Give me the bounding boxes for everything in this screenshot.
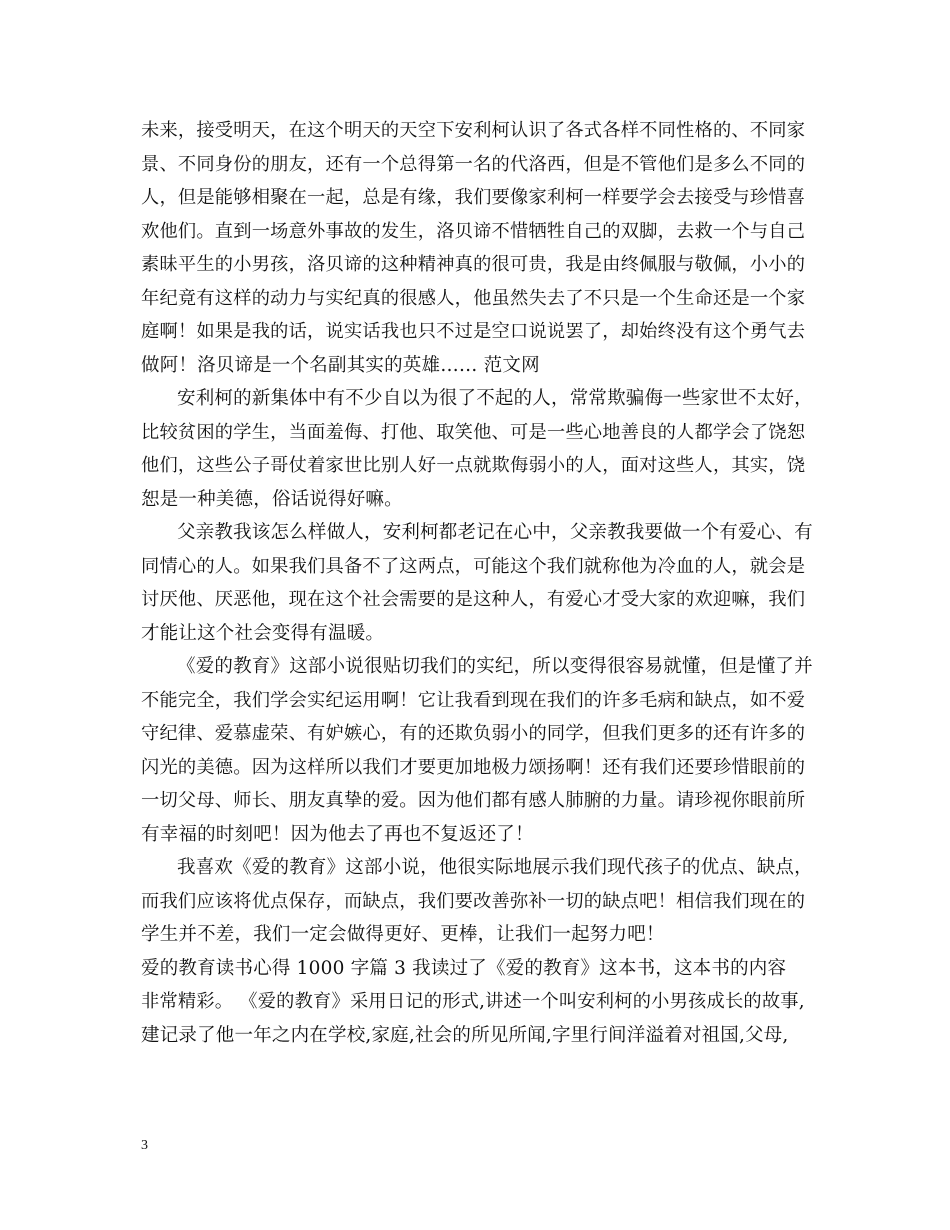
text-line: 讨厌他、厌恶他，现在这个社会需要的是这种人，有爱心才受大家的欢迎嘛，我们 [141,589,806,610]
text-line: 学生并不差，我们一定会做得更好、更棒，让我们一起努力吧！ [141,924,665,945]
text-line: 父亲教我该怎么样做人，安利柯都老记在心中，父亲教我要做一个有爱心、有 [177,522,813,543]
text-line: 守纪律、爱慕虚荣、有妒嫉心，有的还欺负弱小的同学，但我们更多的还有许多的 [141,723,806,744]
text-line: 闪光的美德。因为这样所以我们才要更加地极力颂扬啊！还有我们还要珍惜眼前的 [141,756,806,778]
text-line: 《爱的教育》这部小说很贴切我们的实纪，所以变得很容易就懂，但是懂了并 [177,656,813,677]
text-line: 一切父母、师长、朋友真挚的爱。因为他们都有感人肺腑的力量。请珍视你眼前所 [141,790,806,811]
text-line: 才能让这个社会变得有温暖。 [141,622,385,644]
text-line: 而我们应该将优点保存，而缺点，我们要改善弥补一切的缺点吧！相信我们现在的 [141,890,806,912]
text-line: 庭啊！如果是我的话，说实话我也只不过是空口说说罢了，却始终没有这个勇气去 [141,321,806,342]
text-line: 我喜欢《爱的教育》这部小说，他很实际地展示我们现代孩子的优点、缺点， [177,857,813,878]
text-line: 他们，这些公子哥仗着家世比别人好一点就欺侮弱小的人，面对这些人，其实，饶 [141,455,806,476]
text-line: 未来，接受明天，在这个明天的天空下安利柯认识了各式各样不同性格的、不同家 [141,120,806,141]
text-line: 同情心的人。如果我们具备不了这两点，可能这个我们就称他为冷血的人，就会是 [141,555,806,577]
text-line: 爱的教育读书心得 1000 字篇 3 我读过了《爱的教育》这本书，这本书的内容 [141,957,787,979]
text-line: 素昧平生的小男孩，洛贝谛的这种精神真的很可贵，我是由终佩服与敬佩，小小的 [141,254,806,275]
text-line: 景、不同身份的朋友，还有一个总得第一名的代洛西，但是不管他们是多么不同的 [141,153,806,175]
text-line: 欢他们。直到一场意外事故的发生，洛贝谛不惜牺牲自己的双脚，去救一个与自己 [141,220,806,242]
text-line: 安利柯的新集体中有不少自以为很了不起的人，常常欺骗侮一些家世不太好， [177,388,813,409]
text-line: 年纪竟有这样的动力与实纪真的很感人，他虽然失去了不只是一个生命还是一个家 [141,287,806,309]
text-line: 比较贫困的学生，当面羞侮、打他、取笑他、可是一些心地善良的人都学会了饶恕 [141,421,806,443]
text-line: 不能完全，我们学会实纪运用啊！它让我看到现在我们的许多毛病和缺点，如不爱 [141,689,806,711]
text-line: 恕是一种美德，俗话说得好嘛。 [141,488,403,510]
text-line: 非常精彩。 《爱的教育》采用日记的形式,讲述一个叫安利柯的小男孩成长的故事, [141,991,805,1012]
text-line: 建记录了他一年之内在学校,家庭,社会的所见所闻,字里行间洋溢着对祖国,父母, [141,1024,789,1046]
text-line: 有幸福的时刻吧！因为他去了再也不复返还了！ [141,823,534,845]
page-number: 3 [141,1138,148,1153]
text-line: 做阿！洛贝谛是一个名副其实的英雄…… 范文网 [141,354,540,376]
text-line: 人，但是能够相聚在一起，总是有缘，我们要像家利柯一样要学会去接受与珍惜喜 [141,187,806,208]
body-text [141,114,813,1052]
